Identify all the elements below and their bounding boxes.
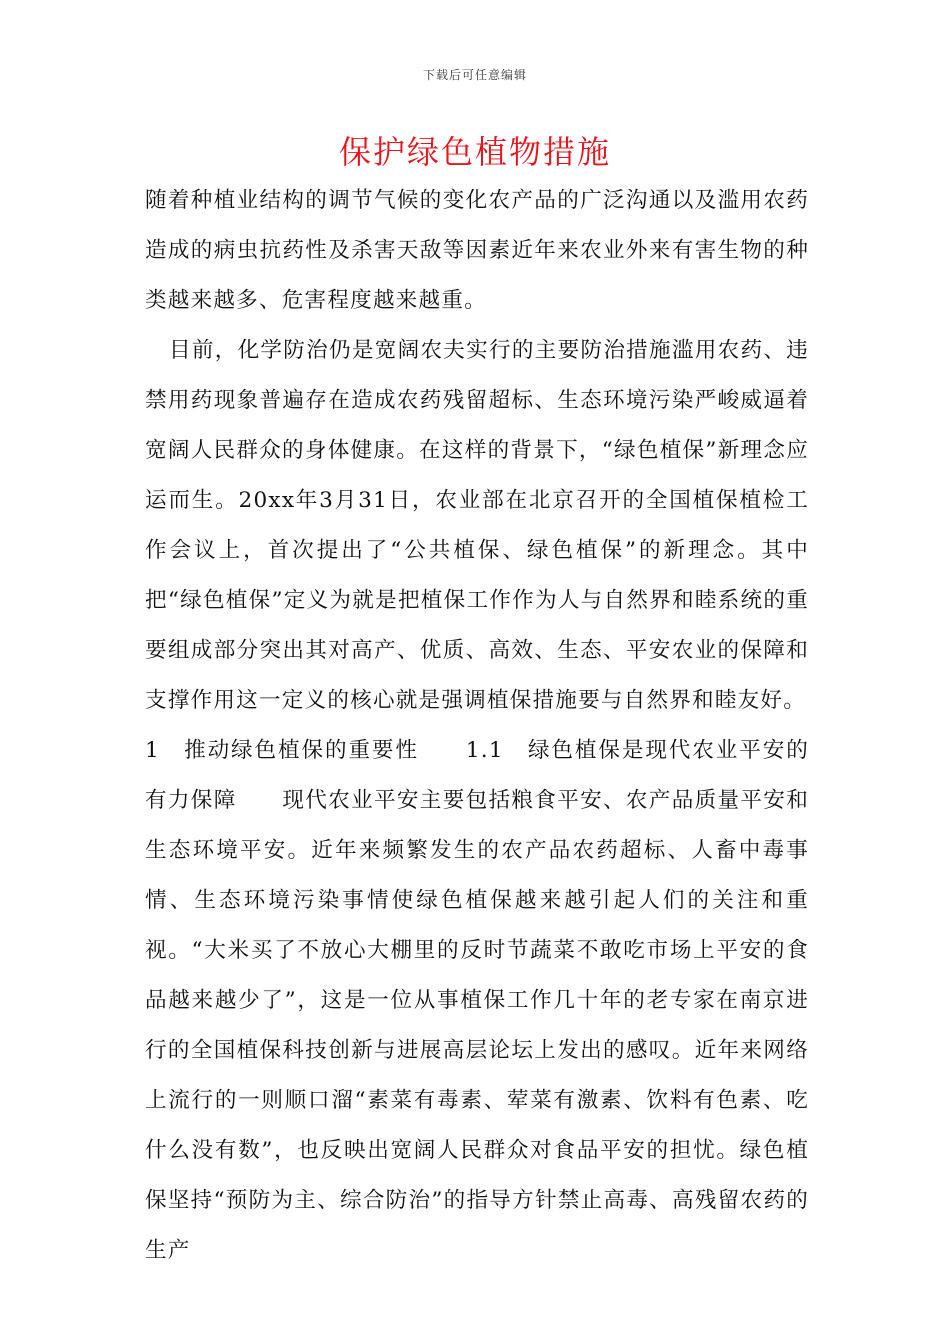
document-body — [145, 176, 809, 1276]
header-note: 下载后可任意编辑 — [422, 68, 527, 82]
paragraph-background: 目前，化学防治仍是宽阔农夫实行的主要防治措施滥用农药、违禁用药现象普遍存在造成农药残留超标、生态环境污染严峻威逼着宽阔人民群众的身体健康。在这样的背景下，“绿色植保”新理念应运而生。20xx年3月31日，农业部在北京召开的全国植保植检工作会议上，首次提出了“公共植保、绿色植保”的新理念。其中把“绿色植保”定义为就是把植保工作作为人与自然界和睦系统的重要组成部分突出其对高产、优质、高效、生态、平安农业的保障和支撑作用这一定义的核心就是强调植保措施要与自然界和睦友好。 — [145, 338, 809, 713]
paragraph-section-1: 1 推动绿色植保的重要性 1.1 绿色植保是现代农业平安的有力保障 现代农业平安主要包括粮食平安、农产品质量平安和生态环境平安。近年来频繁发生的农产品农药超标、人畜中毒事情、生态环境污染事情使绿色植保越来越引起人们的关注和重视。“大米买了不放心大棚里的反时节蔬菜不敢吃市场上平安的食品越来越少了”，这是一位从事植保工作几十年的老专家在南京进行的全国植保科技创新与进展高层论坛上发出的感叹。近年来网络上流行的一则顺口溜“素菜有毒素、荤菜有激素、饮料有色素、吃什么没有数”，也反映出宽阔人民群众对食品平安的担忧。绿色植保坚持“预防为主、综合防治”的指导方针禁止高毒、高残留农药的生产 — [145, 738, 809, 1263]
document-title: 保护绿色植物措施 — [338, 133, 611, 171]
paragraph-intro: 随着种植业结构的调节气候的变化农产品的广泛沟通以及滥用农药造成的病虫抗药性及杀害天敌等因素近年来农业外来有害生物的种类越来越多、危害程度越来越重。 — [145, 188, 809, 313]
